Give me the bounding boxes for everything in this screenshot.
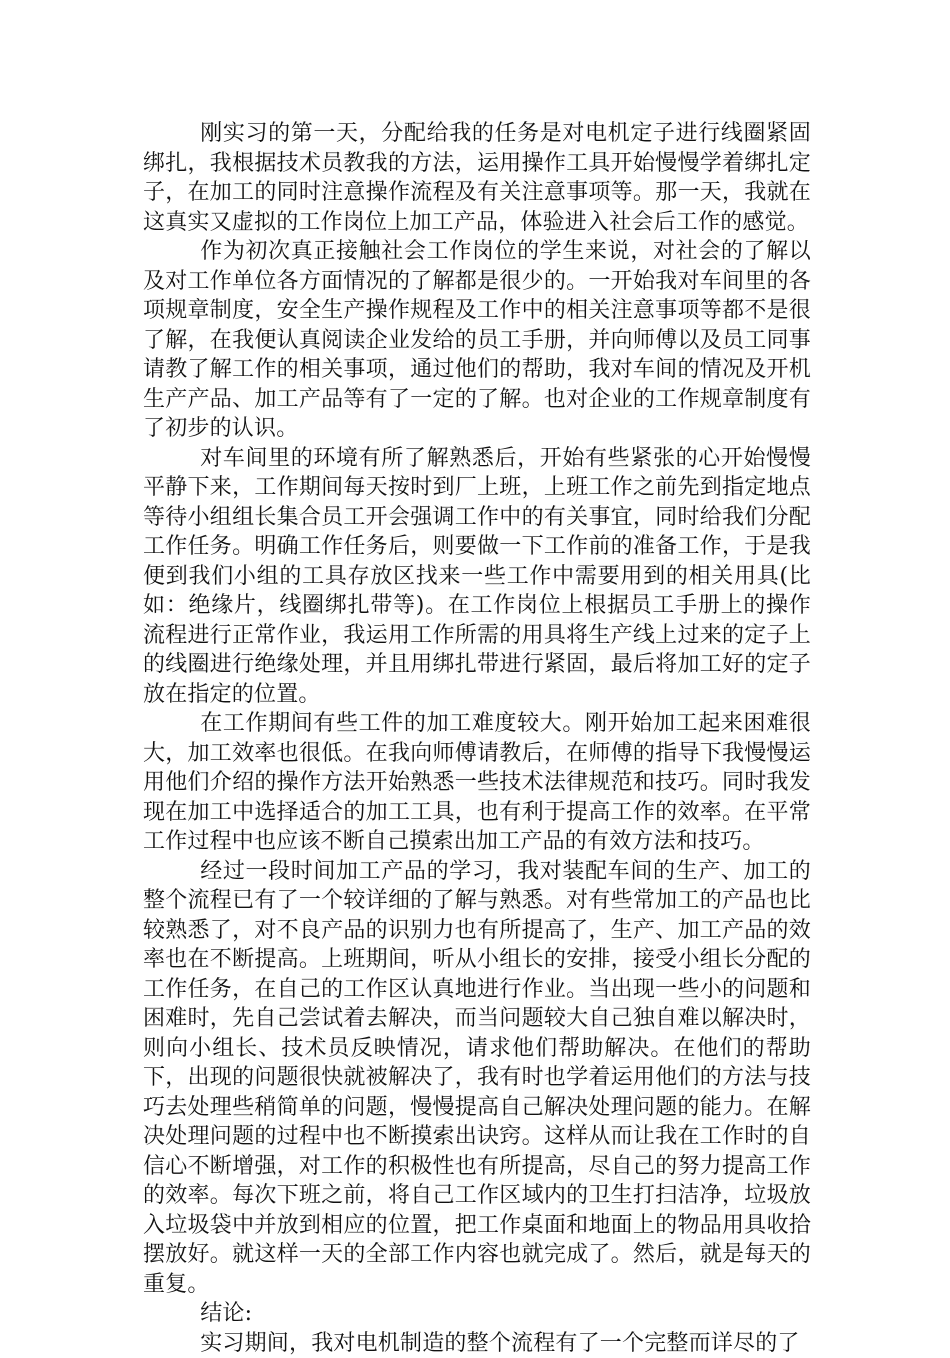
paragraph-first-contact: 作为初次真正接触社会工作岗位的学生来说，对社会的了解以及对工作单位各方面情况的了解都是很少的。一开始我对车间里的各项规章制度，安全生产操作规程及工作中的相关注意事项等都不是很了解，在我便认真阅读企业发给的员工手册，并向师傅以及员工同事请教了解工作的相关事项，通过他们的帮助，我对车间的情况及开机生产产品、加工产品等有了一定的了解。也对企业的工作规章制度有了初步的认识。 — [143, 237, 811, 444]
conclusion-heading: 结论: — [143, 1299, 811, 1329]
document-body — [143, 119, 811, 1358]
paragraph-workshop-routine: 对车间里的环境有所了解熟悉后，开始有些紧张的心开始慢慢平静下来，工作期间每天按时到厂上班，上班工作之前先到指定地点等待小组组长集合员工开会强调工作中的有关事宜，同时给我们分配工作任务。明确工作任务后，则要做一下工作前的准备工作，于是我便到我们小组的工具存放区找来一些工作中需要用到的相关用具(比如：绝缘片，线圈绑扎带等)。在工作岗位上根据员工手册上的操作流程进行正常作业，我运用工作所需的用具将生产线上过来的定子上的线圈进行绝缘处理，并且用绑扎带进行紧固，最后将加工好的定子放在指定的位置。 — [143, 444, 811, 710]
paragraph-difficult-parts: 在工作期间有些工件的加工难度较大。刚开始加工起来困难很大，加工效率也很低。在我向师傅请教后，在师傅的指导下我慢慢运用他们介绍的操作方法开始熟悉一些技术法律规范和技巧。同时我发现在加工中选择适合的加工工具，也有利于提高工作的效率。在平常工作过程中也应该不断自己摸索出加工产品的有效方法和技巧。 — [143, 709, 811, 857]
paragraph-first-day: 刚实习的第一天，分配给我的任务是对电机定子进行线圈紧固绑扎，我根据技术员教我的方法，运用操作工具开始慢慢学着绑扎定子，在加工的同时注意操作流程及有关注意事项等。那一天，我就在这真实又虚拟的工作岗位上加工产品，体验进入社会后工作的感觉。 — [143, 119, 811, 237]
conclusion-paragraph: 实习期间，我对电机制造的整个流程有了一个完整而详尽的了 — [143, 1329, 811, 1358]
paragraph-learning-progress: 经过一段时间加工产品的学习，我对装配车间的生产、加工的整个流程已有了一个较详细的了解与熟悉。对有些常加工的产品也比较熟悉了，对不良产品的识别力也有所提高了，生产、加工产品的效率也在不断提高。上班期间，听从小组长的安排，接受小组长分配的工作任务，在自己的工作区认真地进行作业。当出现一些小的问题和困难时，先自己尝试着去解决，而当问题较大自己独自难以解决时，则向小组长、技术员反映情况，请求他们帮助解决。在他们的帮助下，出现的问题很快就被解决了，我有时也学着运用他们的方法与技巧去处理些稍简单的问题，慢慢提高自己解决处理问题的能力。在解决处理问题的过程中也不断摸索出诀窍。这样从而让我在工作时的自信心不断增强，对工作的积极性也有所提高，尽自己的努力提高工作的效率。每次下班之前，将自己工作区域内的卫生打扫洁净，垃圾放入垃圾袋中并放到相应的位置，把工作桌面和地面上的物品用具收拾摆放好。就这样一天的全部工作内容也就完成了。然后，就是每天的重复。 — [143, 857, 811, 1300]
